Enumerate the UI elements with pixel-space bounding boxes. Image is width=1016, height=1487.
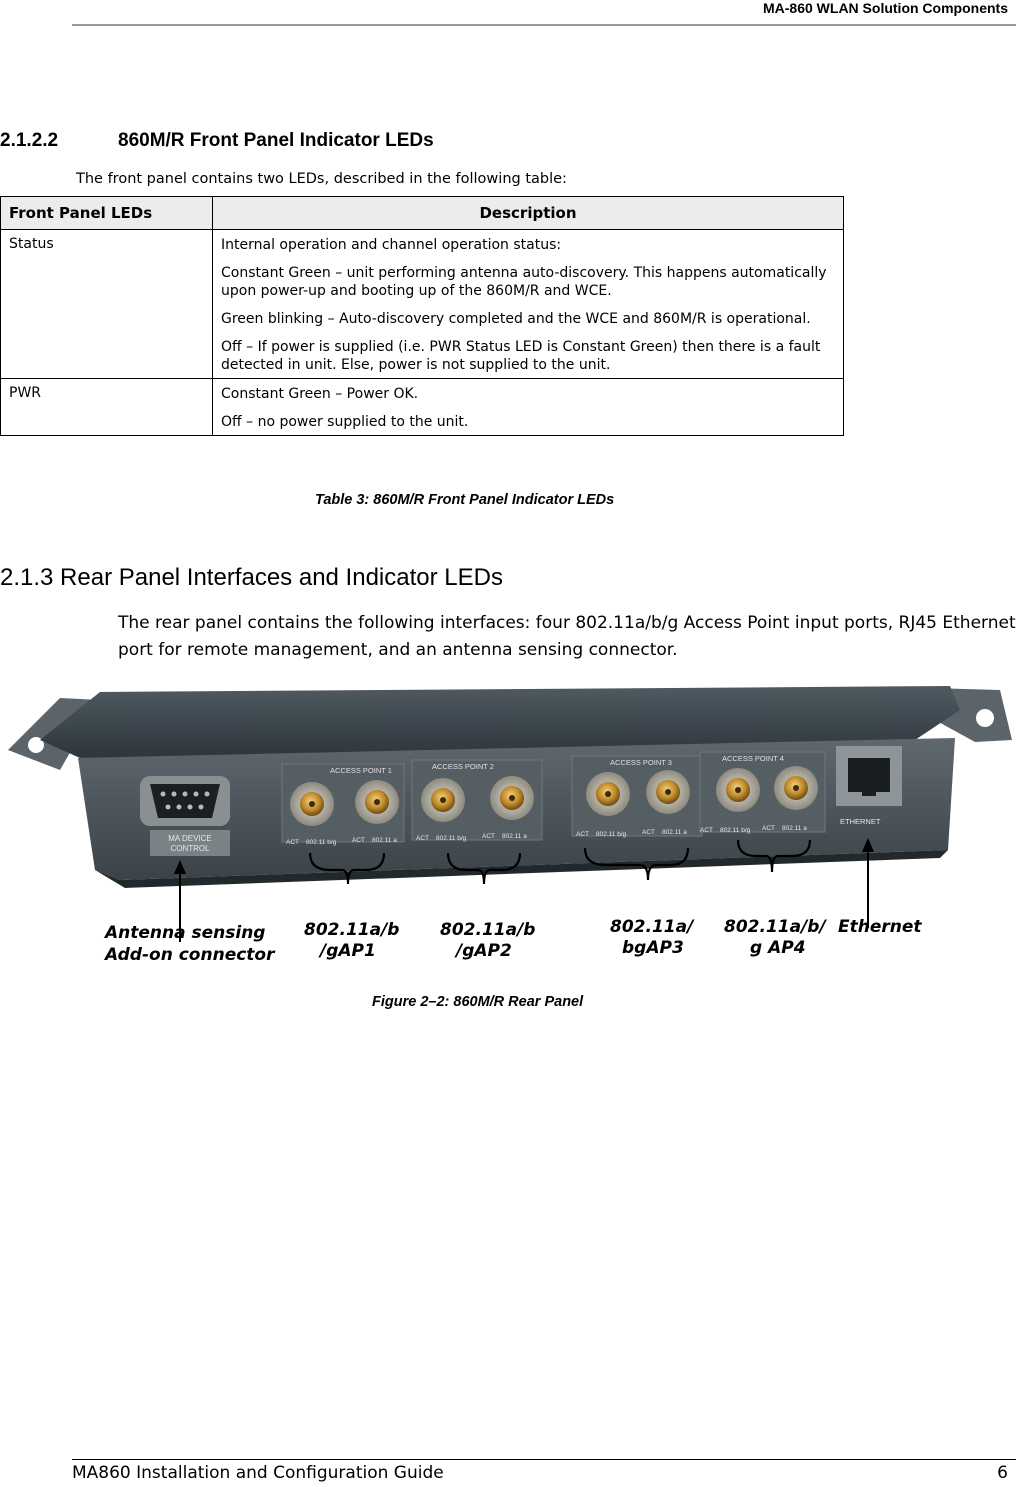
rj45-jack [848, 758, 890, 792]
description-line: Constant Green – unit performing antenna auto-discovery. This happens automatically upon power-up and booting up of the 860M/R and WCE. [221, 265, 827, 299]
ap1-label: ACCESS POINT 1 [330, 766, 392, 775]
section-title: 860M/R Front Panel Indicator LEDs [118, 130, 434, 151]
ap2-callout: 802.11a/b [440, 920, 536, 940]
table-header-row [1, 197, 844, 230]
table-cell-led: Status [1, 230, 213, 379]
ethernet-callout: Ethernet [838, 917, 922, 937]
device-label: MA DEVICE [168, 834, 212, 843]
description-line: Internal operation and channel operation status: [221, 237, 562, 253]
table-cell-description [213, 379, 844, 436]
ap3-label: ACCESS POINT 3 [610, 758, 672, 767]
antenna-callout: Antenna sensing [105, 923, 266, 943]
svg-text:ACT: ACT [482, 833, 495, 840]
svg-text:802.11 a: 802.11 a [502, 833, 527, 840]
table-header-leds: Front Panel LEDs [1, 197, 213, 230]
table-cell-led: PWR [1, 379, 213, 436]
rear-panel-photo [0, 680, 1016, 980]
ap1-callout: 802.11a/b [304, 920, 400, 940]
ap2-callout: /gAP2 [456, 941, 512, 961]
table-cell-description [213, 230, 844, 379]
svg-text:ACT: ACT [352, 837, 365, 844]
callout-labels [103, 917, 922, 965]
section-heading-213: 2.1.3 Rear Panel Interfaces and Indicator LEDs [0, 564, 503, 591]
ap3-callout: 802.11a/ [610, 917, 694, 937]
section-intro: The front panel contains two LEDs, described in the following table: [76, 171, 567, 187]
description-line: Off – no power supplied to the unit. [221, 414, 469, 430]
svg-text:802.11 a: 802.11 a [782, 825, 807, 832]
device-label: CONTROL [170, 844, 210, 853]
section-heading-2122 [0, 130, 434, 152]
table-row [1, 379, 844, 436]
svg-text:802.11 b/g: 802.11 b/g [436, 835, 467, 842]
header-rule [72, 24, 1016, 26]
footer-title: MA860 Installation and Configuration Guide [72, 1463, 444, 1483]
description-line: Green blinking – Auto-discovery completed and the WCE and 860M/R is operational. [221, 311, 811, 327]
ap2-label: ACCESS POINT 2 [432, 762, 494, 771]
svg-text:802.11 b/g: 802.11 b/g [720, 827, 751, 834]
svg-text:ACT: ACT [286, 839, 299, 846]
svg-text:ACT: ACT [576, 831, 589, 838]
footer-rule [72, 1459, 1016, 1460]
svg-text:ACT: ACT [642, 829, 655, 836]
svg-text:802.11 b/g: 802.11 b/g [596, 831, 627, 838]
front-panel-led-table [0, 196, 844, 436]
db9-connector [150, 784, 220, 818]
rj45-latch [862, 788, 876, 796]
description-line: Off – If power is supplied (i.e. PWR Status LED is Constant Green) then there is a fault detected in unit. Else, power is not supplied to the unit. [221, 339, 821, 373]
antenna-callout: Add-on connector [105, 945, 275, 965]
ap3-callout: bgAP3 [622, 938, 684, 958]
svg-text:802.11 a: 802.11 a [372, 837, 397, 844]
svg-text:ACT: ACT [762, 825, 775, 832]
description-line: Constant Green – Power OK. [221, 386, 419, 402]
svg-text:ACT: ACT [700, 827, 713, 834]
table-row [1, 230, 844, 379]
svg-text:ACT: ACT [416, 835, 429, 842]
table-header-description: Description [213, 197, 844, 230]
running-header: MA-860 WLAN Solution Components [763, 0, 1008, 16]
figure-caption: Figure 2–2: 860M/R Rear Panel [372, 994, 584, 1010]
ap4-label: ACCESS POINT 4 [722, 754, 784, 763]
flange-hole [976, 709, 994, 727]
table-caption: Table 3: 860M/R Front Panel Indicator LEDs [315, 492, 615, 508]
ap4-callout: 802.11a/b/ [724, 917, 826, 937]
page-number: 6 [997, 1463, 1008, 1483]
section-paragraph: The rear panel contains the following interfaces: four 802.11a/b/g Access Point input ports, RJ45 Ethernet port for remote management, and an antenna sensing connector. [118, 613, 1016, 660]
svg-text:802.11 b/g: 802.11 b/g [306, 839, 337, 846]
svg-text:802.11 a: 802.11 a [662, 829, 687, 836]
ap4-callout: g AP4 [750, 938, 806, 958]
ethernet-port-label: ETHERNET [840, 817, 881, 826]
rear-panel-figure [0, 680, 1016, 980]
section-number: 2.1.2.2 [0, 130, 59, 151]
ap1-callout: /gAP1 [320, 941, 376, 961]
